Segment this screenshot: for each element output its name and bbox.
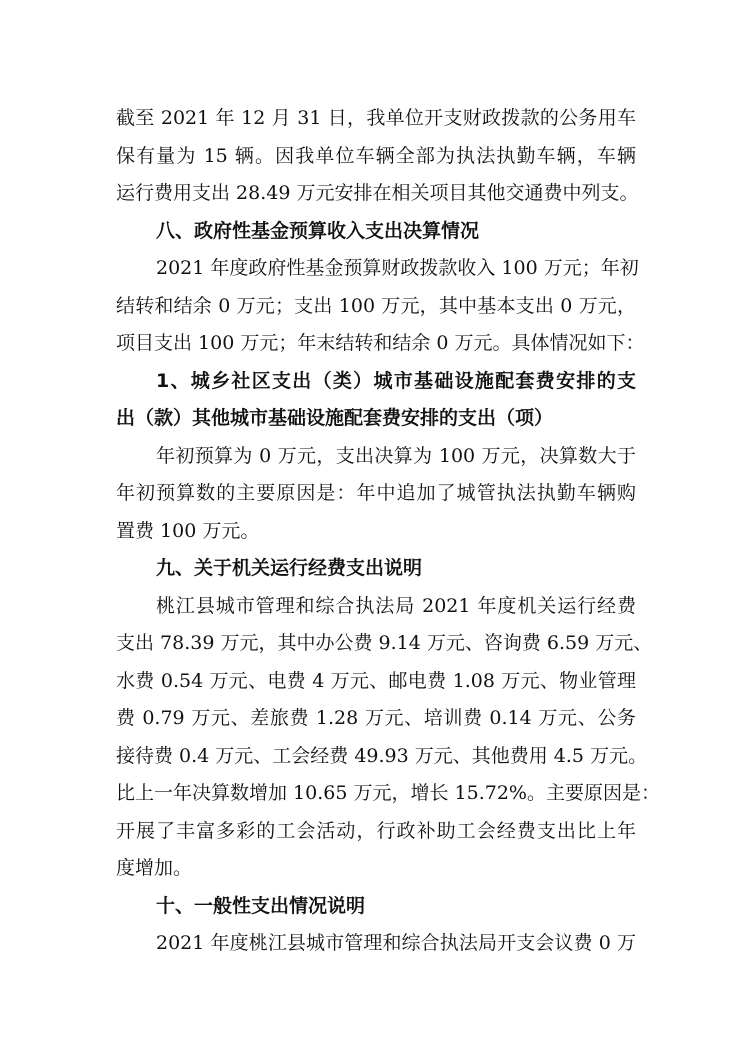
body-text-line: 项目支出 100 万元；年末结转和结余 0 万元。具体情况如下： (116, 332, 645, 354)
body-text-line: 结转和结余 0 万元；支出 100 万元，其中基本支出 0 万元， (116, 294, 636, 317)
section-heading-line: 九、关于机关运行经费支出说明 (156, 557, 423, 579)
section-heading-line: 十、一般性支出情况说明 (156, 894, 366, 917)
body-text-line: 年初预算为 0 万元，支出决算为 100 万元，决算数大于 (156, 444, 636, 467)
section-heading-line: 八、政府性基金预算收入支出决算情况 (156, 219, 480, 242)
section-heading-line: 出（款）其他城市基础设施配套费安排的支出（项） (116, 407, 554, 429)
body-text-line: 2021 年度政府性基金预算财政拨款收入 100 万元；年初 (156, 257, 639, 279)
body-text-line: 开展了丰富多彩的工会活动，行政补助工会经费支出比上年 (116, 819, 636, 842)
body-text-line: 费 0.79 万元、差旅费 1.28 万元、培训费 0.14 万元、公务 (116, 707, 636, 729)
body-text-line: 水费 0.54 万元、电费 4 万元、邮电费 1.08 万元、物业管理 (116, 669, 636, 692)
body-text-line: 度增加。 (116, 857, 193, 879)
document-body (116, 100, 660, 963)
body-text-line: 2021 年度桃江县城市管理和综合执法局开支会议费 0 万 (156, 932, 636, 954)
section-heading-line: 1、城乡社区支出（类）城市基础设施配套费安排的支 (156, 369, 636, 392)
body-text-line: 桃江县城市管理和综合执法局 2021 年度机关运行经费 (156, 594, 636, 617)
body-text-line: 接待费 0.4 万元、工会经费 49.93 万元、其他费用 4.5 万元。 (116, 744, 648, 767)
body-text-line: 支出 78.39 万元，其中办公费 9.14 万元、咨询费 6.59 万元、 (116, 632, 653, 654)
body-text-line: 比上一年决算数增加 10.65 万元，增长 15.72%。主要原因是： (116, 782, 660, 804)
body-text-line: 置费 100 万元。 (116, 519, 260, 542)
body-text-line: 运行费用支出 28.49 万元安排在相关项目其他交通费中列支。 (116, 182, 639, 204)
body-text-line: 保有量为 15 辆。因我单位车辆全部为执法执勤车辆，车辆 (116, 144, 636, 167)
body-text-line: 年初预算数的主要原因是：年中追加了城管执法执勤车辆购 (116, 482, 636, 504)
body-text-line: 截至 2021 年 12 月 31 日，我单位开支财政拨款的公务用车 (116, 107, 636, 129)
